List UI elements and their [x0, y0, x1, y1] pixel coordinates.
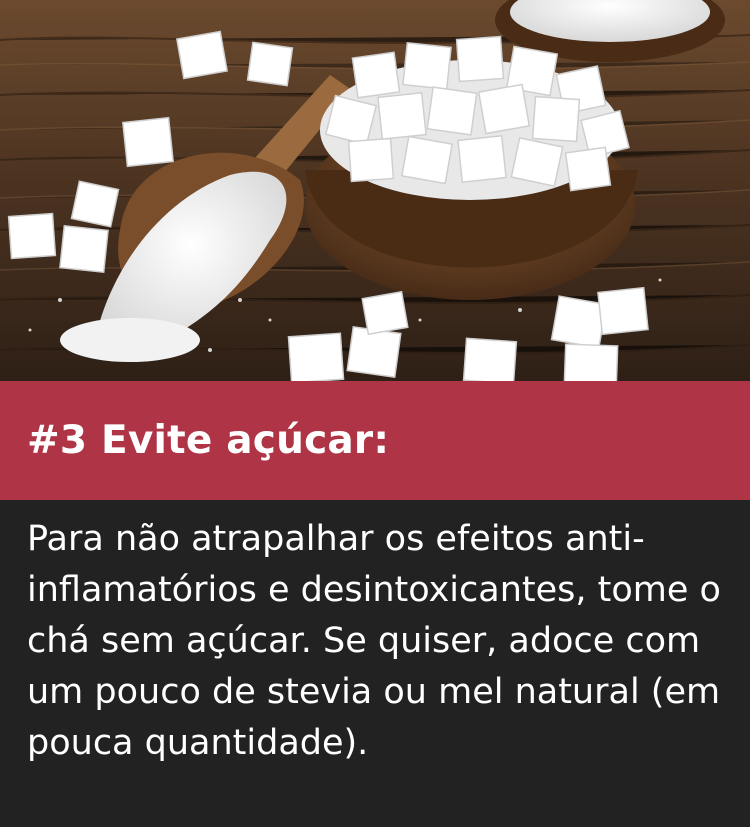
tip-description: Para não atrapalhar os efeitos anti-inflamatórios e desintoxicantes, tome o chá sem açúcar. Se quiser, adoce com um pouco de stevia ou mel natural (em pouca quantidade). — [27, 519, 721, 763]
description-panel — [0, 500, 750, 827]
tip-title: #3 Evite açúcar: — [27, 418, 390, 463]
sugar-photo — [0, 0, 750, 381]
title-banner — [0, 381, 750, 500]
